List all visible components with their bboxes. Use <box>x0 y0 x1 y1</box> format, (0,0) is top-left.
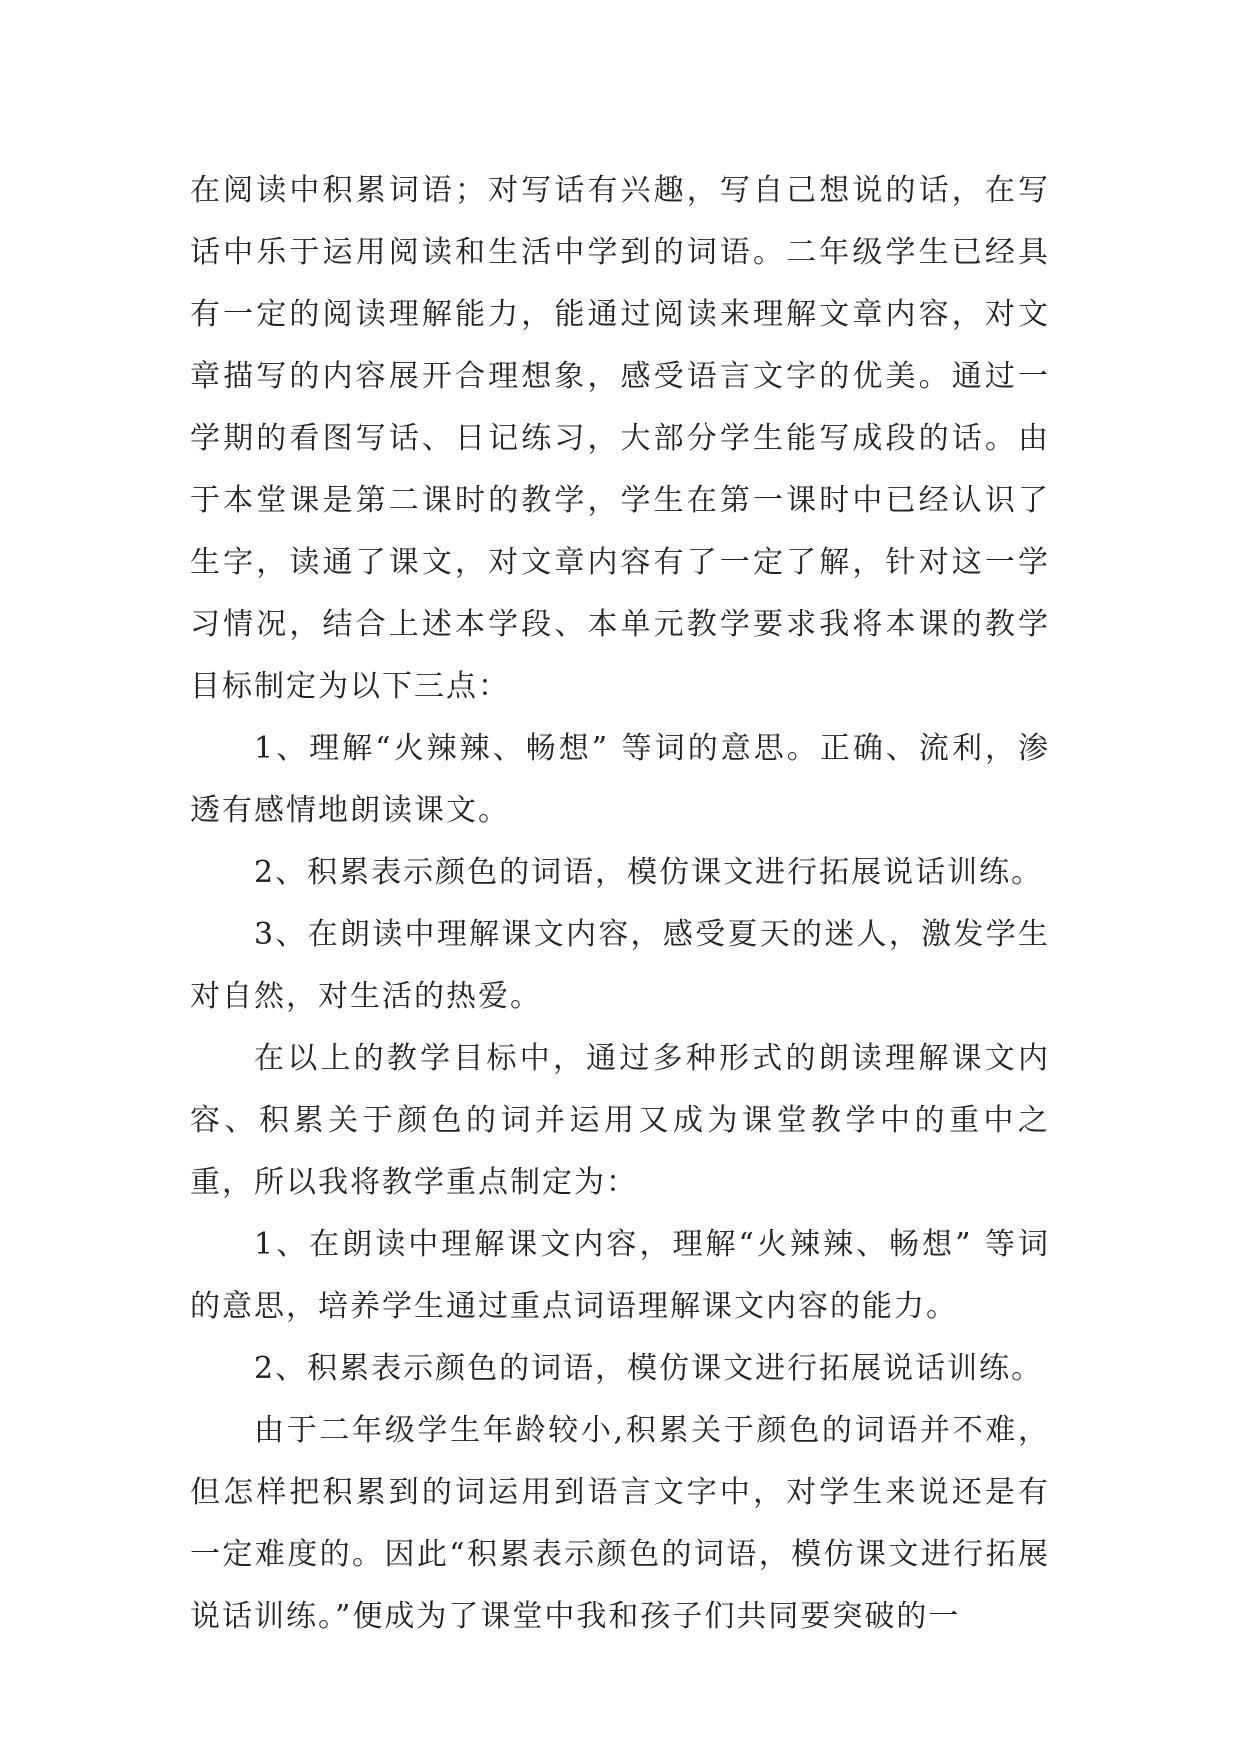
paragraph-focus-2: 2、积累表示颜色的词语，模仿课文进行拓展说话训练。 <box>254 1351 1044 1386</box>
paragraph-focus-intro: 在以上的教学目标中，通过多种形式的朗读理解课文内容、积累关于颜色的词并运用又成为课堂教学中的重中之重，所以我将教学重点制定为： <box>190 1041 1050 1200</box>
paragraph-goal-3: 3、在朗读中理解课文内容，感受夏天的迷人，激发学生对自然，对生活的热爱。 <box>190 917 1050 1014</box>
paragraph-goal-2: 2、积累表示颜色的词语，模仿课文进行拓展说话训练。 <box>254 855 1044 890</box>
document-body <box>190 160 1050 1648</box>
paragraph-goal-1: 1、理解“火辣辣、畅想” 等词的意思。正确、流利，渗透有感情地朗读课文。 <box>190 731 1050 828</box>
paragraph-difficulty: 由于二年级学生年龄较小,积累关于颜色的词语并不难，但怎样把积累到的词运用到语言文字中，对学生来说还是有一定难度的。因此“积累表示颜色的词语，模仿课文进行拓展说话训练。”便成为了课堂中我和孩子们共同要突破的一 <box>190 1413 1050 1634</box>
paragraph-intro: 在阅读中积累词语；对写话有兴趣，写自己想说的话，在写话中乐于运用阅读和生活中学到的词语。二年级学生已经具有一定的阅读理解能力，能通过阅读来理解文章内容，对文章描写的内容展开合理想象，感受语言文字的优美。通过一学期的看图写话、日记练习，大部分学生能写成段的话。由于本堂课是第二课时的教学，学生在第一课时中已经认识了生字，读通了课文，对文章内容有了一定了解，针对这一学习情况，结合上述本学段、本单元教学要求我将本课的教学目标制定为以下三点： <box>190 173 1050 704</box>
paragraph-focus-1: 1、在朗读中理解课文内容，理解“火辣辣、畅想” 等词的意思，培养学生通过重点词语理解课文内容的能力。 <box>190 1227 1050 1324</box>
